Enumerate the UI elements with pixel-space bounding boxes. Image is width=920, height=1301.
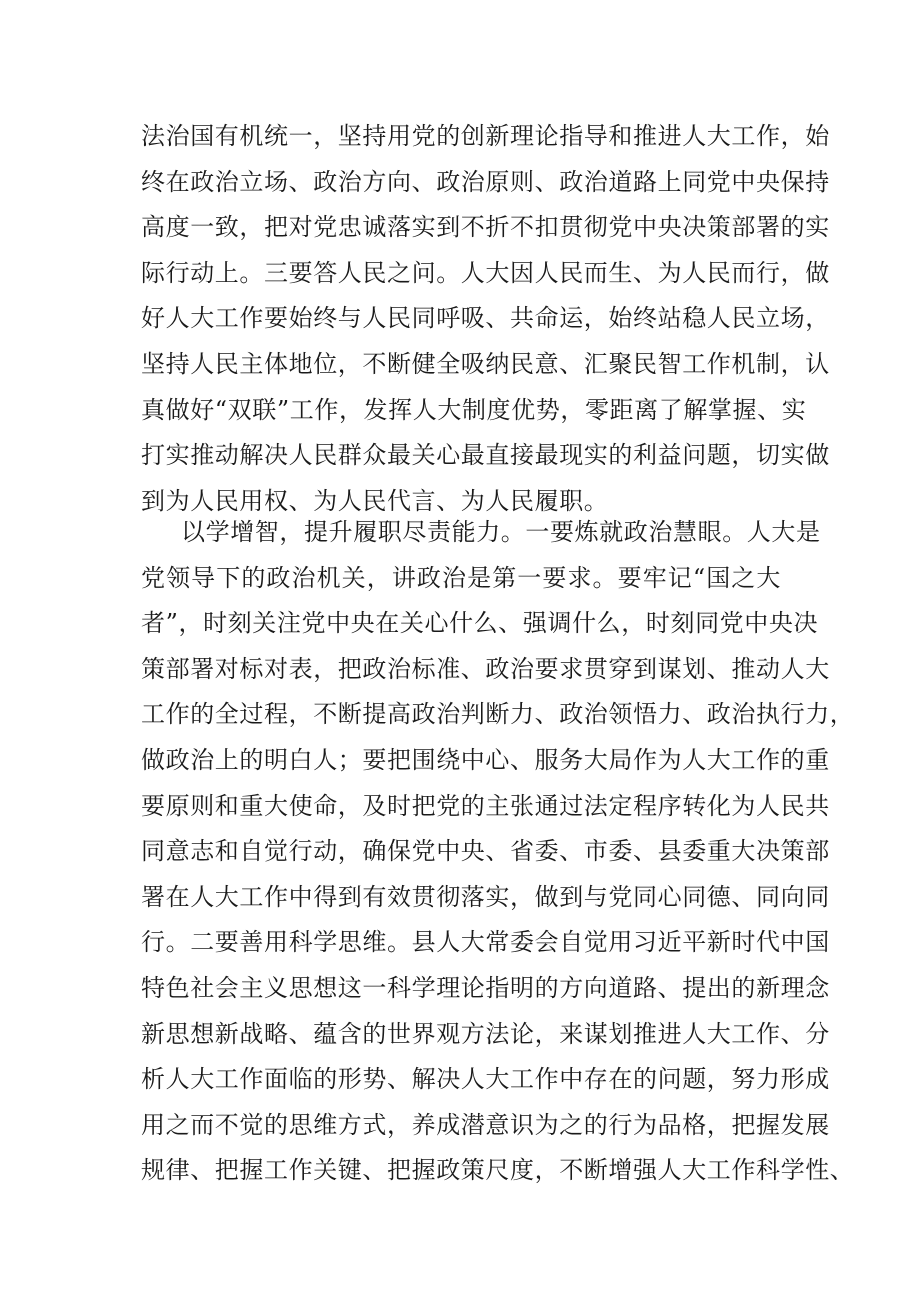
text-line: 行。二要善用科学思维。县人大常委会自觉用习近平新时代中国 bbox=[141, 928, 830, 957]
text-line: 用之而不觉的思维方式，养成潜意识为之的行为品格，把握发展 bbox=[141, 1110, 830, 1139]
text-line: 署在人大工作中得到有效贯彻落实，做到与党同心同德、同向同 bbox=[141, 882, 830, 911]
text-line: 法治国有机统一，坚持用党的创新理论指导和推进人大工作，始 bbox=[141, 122, 830, 150]
text-line: 高度一致，把对党忠诚落实到不折不扣贯彻党中央决策部署的实 bbox=[141, 213, 830, 242]
text-line: 新思想新战略、蕴含的世界观方法论，来谋划推进人大工作、分 bbox=[141, 1019, 830, 1048]
text-line: 坚持人民主体地位，不断健全吸纳民意、汇聚民智工作机制，认 bbox=[141, 349, 830, 378]
text-line: 者”，时刻关注党中央在关心什么、强调什么，时刻同党中央决 bbox=[141, 609, 819, 638]
paragraph-1 bbox=[141, 114, 830, 524]
text-line: 工作的全过程，不断提高政治判断力、政治领悟力、政治执行力， bbox=[141, 700, 855, 729]
text-line: 规律、把握工作关键、把握政策尺度，不断增强人大工作科学性、 bbox=[141, 1156, 855, 1185]
text-line: 终在政治立场、政治方向、政治原则、政治道路上同党中央保持 bbox=[141, 167, 830, 196]
text-line: 好人大工作要始终与人民同呼吸、共命运，始终站稳人民立场， bbox=[141, 304, 830, 333]
text-line: 做政治上的明白人；要把围绕中心、服务大局作为人大工作的重 bbox=[141, 745, 830, 774]
text-line: 际行动上。三要答人民之问。人大因人民而生、为人民而行，做 bbox=[141, 258, 830, 287]
text-line: 策部署对标对表，把政治标准、政治要求贯穿到谋划、推动人大 bbox=[141, 654, 830, 683]
text-line: 同意志和自觉行动，确保党中央、省委、市委、县委重大决策部 bbox=[141, 837, 830, 866]
text-line: 打实推动解决人民群众最关心最直接最现实的利益问题，切实做 bbox=[141, 441, 830, 470]
text-line: 要原则和重大使命，及时把党的主张通过法定程序转化为人民共 bbox=[141, 791, 830, 820]
text-line: 真做好“双联”工作，发挥人大制度优势，零距离了解掌握、实 bbox=[141, 395, 807, 424]
text-line: 析人大工作面临的形势、解决人大工作中存在的问题，努力形成 bbox=[141, 1065, 830, 1094]
text-line: 特色社会主义思想这一科学理论指明的方向道路、提出的新理念 bbox=[141, 973, 830, 1002]
text-line: 以学增智，提升履职尽责能力。一要炼就政治慧眼。人大是 bbox=[181, 518, 821, 546]
text-line: 到为人民用权、为人民代言、为人民履职。 bbox=[141, 486, 609, 515]
paragraph-2 bbox=[141, 510, 855, 1194]
text-line: 党领导下的政治机关，讲政治是第一要求。要牢记“国之大 bbox=[141, 563, 781, 592]
